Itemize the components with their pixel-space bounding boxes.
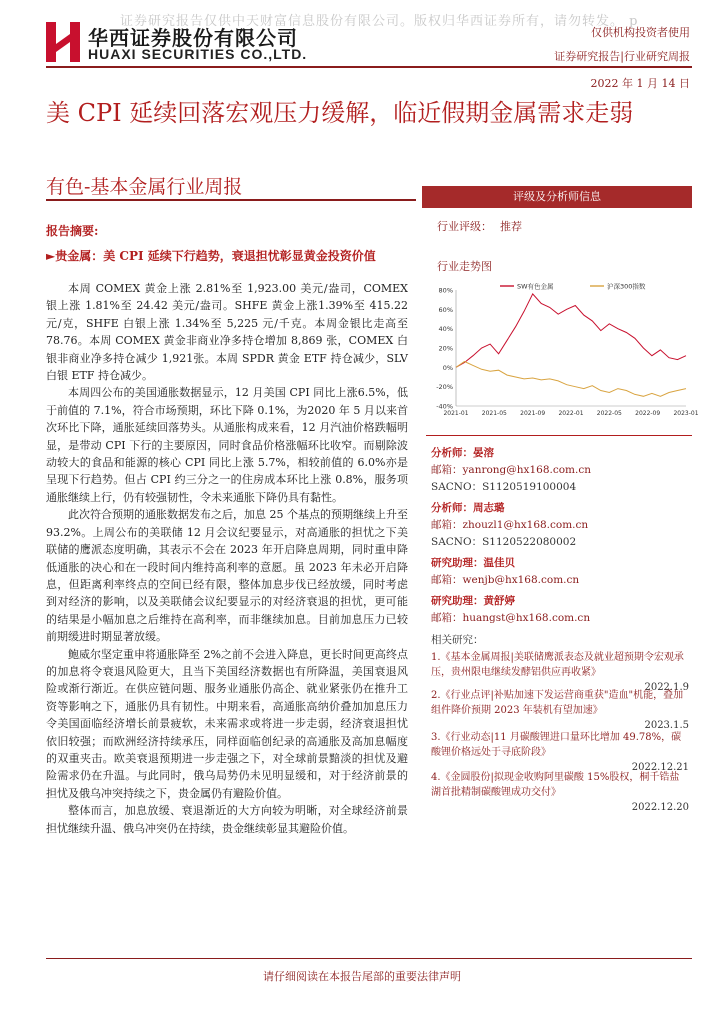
assistant-name: 温佳贝 (483, 557, 515, 569)
company-name-en: HUAXI SECURITIES CO.,LTD. (88, 46, 308, 62)
header-divider (46, 66, 692, 68)
related-title[interactable]: 2.《行业点评|补贴加速下发运营商重获"造血"机能，叠加组件降价预期 2023 年装机有望加速》 (431, 690, 684, 716)
analyst-sac: S1120522080002 (482, 536, 577, 548)
related-title[interactable]: 4.《金圆股份|拟现金收购阿里碳酸 15%股权，桐千锆盐湖首批精制碳酸锂成功交付》 (431, 772, 680, 798)
x-tick-label: 2022-05 (596, 410, 622, 417)
y-tick-label: 40% (438, 325, 453, 334)
assistant-name: 黄舒婷 (483, 595, 515, 607)
related-item[interactable] (431, 688, 689, 733)
footer-divider (46, 958, 692, 959)
y-tick-label: -20% (436, 383, 453, 392)
y-tick-label: 80% (438, 286, 453, 295)
report-subtitle: 有色-基本金属行业周报 (46, 176, 243, 198)
paragraph: 此次符合预期的通胀数据发布之后，加息 25 个基点的预期继续上升至 93.2%。上周公布的美联储 12 月会议纪要显示，对高通胀的担忧之下美联储的鹰派态度明确，其表示不会在 2023 年开启降息周期，同时重申降低通胀的决心和在一段时间内维持高利率的意愿。虽 2023 年未必开启降息，但距离利率终点的空间已经有限，整体加息步伐已经放缓，同时考虑到对经济的影响，以及美联储会议纪要显示的对经济衰退的担忧，更可能的结果是小幅加息之后维持在高利率，而非继续加息。目前加息压力已较前期缓进时期显著放缓。 (46, 508, 408, 644)
huaxi-logo-icon (46, 22, 80, 62)
x-tick-label: 2023-01 (673, 410, 699, 417)
related-item[interactable] (431, 730, 689, 775)
related-date: 2022.12.21 (631, 762, 689, 773)
rating-value: 推荐 (500, 220, 522, 233)
analyst-role: 分析师： (431, 447, 473, 459)
rating-panel-header: 评级及分析师信息 (422, 186, 692, 208)
paragraph: 本周四公布的美国通胀数据显示，12 月美国 CPI 同比上涨6.5%，低于前值的 7.1%，符合市场预期，环比下降 0.1%，为2020 年 5 月以来首次环比下降，通胀延续回落势头。从通胀构成来看，12 月汽油价格跌幅明显，是带动 CPI 下行的主要原因，同时食品价格涨幅环比收窄。而剔除波动较大的食品和能源的核心 CPI 同比上涨 5.7%，相较前值的 6.0%亦是呈现下行趋势。但占 CPI 约三分之一的住房成本环比上涨 0.8%，服务项通胀继续上行，仍有较强韧性，令未来通胀下降仍具有黏性。 (46, 386, 408, 504)
legend-label: 沪深300指数 (607, 282, 646, 291)
industry-trend-chart (430, 276, 699, 426)
email-label: 邮箱： (431, 464, 463, 476)
sac-label: SACNO： (431, 536, 483, 548)
y-tick-label: 0% (442, 363, 453, 372)
x-tick-label: 2021-05 (481, 410, 507, 417)
y-tick-label: 20% (438, 344, 453, 353)
panel-divider (426, 435, 692, 436)
related-date: 2022.12.20 (631, 802, 689, 813)
legend-label: SW有色金属 (517, 282, 554, 291)
related-date: 2023.1.5 (644, 720, 689, 731)
related-item[interactable] (431, 770, 689, 815)
rating-label: 行业评级： (437, 220, 492, 233)
analyst-block-1 (431, 442, 691, 496)
industry-rating (437, 218, 522, 234)
section-heading: ►贵金属：美 CPI 延续下行趋势，衰退担忧彰显黄金投资价值 (46, 249, 376, 263)
y-tick-label: 60% (438, 305, 453, 314)
analyst-role: 分析师： (431, 502, 473, 514)
watermark: 证券研究报告仅供中天财富信息股份有限公司。版权归华西证券所有，请勿转发。 p (120, 14, 639, 29)
assistant-email[interactable]: huangst@hx168.com.cn (462, 612, 591, 624)
email-label: 邮箱： (431, 574, 463, 586)
rating-panel (422, 186, 692, 208)
paragraph: 鲍威尔坚定重申将通胀降至 2%之前不会进入降息，更长时间更高终点的加息将令衰退风险更大，且当下美国经济数据也有所降温，美国衰退风险或渐行渐近。在供应链问题、服务业通胀仍高企、就业紧张仍在推升工资等影响之下，通胀仍具有韧性。中期来看，高通胀高纳价叠加加息压力令美国面临经济增长前景疲软，未来需求或将进一步走弱，经济衰退担忧依旧较强；而欧洲经济持续承压，同样面临创纪录的高通胀及高加息幅度的双重夹击。欧美衰退预期进一步走强之下，对全球前景黯淡的担忧及避险需求仍在升温。与此同时，俄乌局势仍未见明显缓和，对于经济前景的担忧及俄乌冲突持续之下，贵金属仍有避险价值。 (46, 647, 408, 800)
assistant-role: 研究助理： (431, 595, 484, 607)
email-label: 邮箱： (431, 612, 463, 624)
x-tick-label: 2022-01 (558, 410, 584, 417)
trend-chart-label: 行业走势图 (437, 260, 492, 273)
related-date: 2022.1.9 (644, 682, 689, 693)
audience-note: 仅供机构投资者使用 (591, 26, 690, 39)
sac-label: SACNO： (431, 481, 483, 493)
assistant-email[interactable]: wenjb@hx168.com.cn (462, 574, 580, 586)
analyst-email[interactable]: yanrong@hx168.com.cn (462, 464, 591, 476)
x-tick-label: 2021-09 (520, 410, 546, 417)
company-name-cn: 华西证券股份有限公司 (88, 26, 298, 50)
analyst-email[interactable]: zhouzl1@hx168.com.cn (462, 519, 589, 531)
x-tick-label: 2022-09 (635, 410, 661, 417)
legal-disclaimer-link[interactable]: 请仔细阅读在本报告尾部的重要法律声明 (263, 970, 461, 983)
abstract-heading: 报告摘要: (46, 224, 99, 238)
related-title[interactable]: 1.《基本金属周报|美联储鹰派表态及就业超预期令宏观承压，贵州限电继续发酵铝供应再收紧》 (431, 652, 684, 678)
y-tick-label: -40% (436, 402, 453, 411)
analyst-sac: S1120519100004 (482, 481, 577, 493)
analyst-block-2 (431, 497, 691, 551)
series-line (456, 294, 686, 367)
paragraph: 本周 COMEX 黄金上涨 2.81%至 1,923.00 美元/盎司，COMEX 银上涨 1.81%至 24.42 美元/盎司。SHFE 黄金上涨1.39%至 415.22 元/克，SHFE 白银上涨 1.34%至 5,225 元/千克。本周金银比走高至 78.76。本周 COMEX 黄金非商业净多持仓增加 8,869 张，COMEX 白银非商业净多持仓减少 1,921张。本周 SPDR 黄金 ETF 持仓减少，SLV 白银 ETF 持仓减少。 (46, 282, 408, 383)
analyst-name: 晏溶 (473, 447, 494, 459)
analyst-name: 周志璐 (473, 502, 505, 514)
related-research-heading: 相关研究： (431, 634, 484, 646)
assistant-role: 研究助理： (431, 557, 484, 569)
report-date: 2022 年 1 月 14 日 (590, 77, 690, 90)
series-line (456, 362, 686, 397)
report-type: 证券研究报告|行业研究周报 (554, 50, 690, 63)
subtitle-divider (46, 199, 416, 201)
x-tick-label: 2021-01 (443, 410, 469, 417)
abstract-body (46, 280, 408, 837)
assistant-block-1 (431, 552, 691, 589)
assistant-block-2 (431, 590, 691, 627)
email-label: 邮箱： (431, 519, 463, 531)
paragraph: 整体而言，加息放缓、衰退渐近的大方向较为明晰，对全球经济前景担忧继续升温、俄乌冲突仍在持续，贵金继续彰显其避险价值。 (46, 804, 408, 835)
report-title: 美 CPI 延续回落宏观压力缓解，临近假期金属需求走弱 (46, 99, 634, 127)
related-title[interactable]: 3.《行业动态|11 月碳酸锂进口量环比增加 49.78%，碳酸锂价格远处于寻底阶段》 (431, 732, 682, 758)
